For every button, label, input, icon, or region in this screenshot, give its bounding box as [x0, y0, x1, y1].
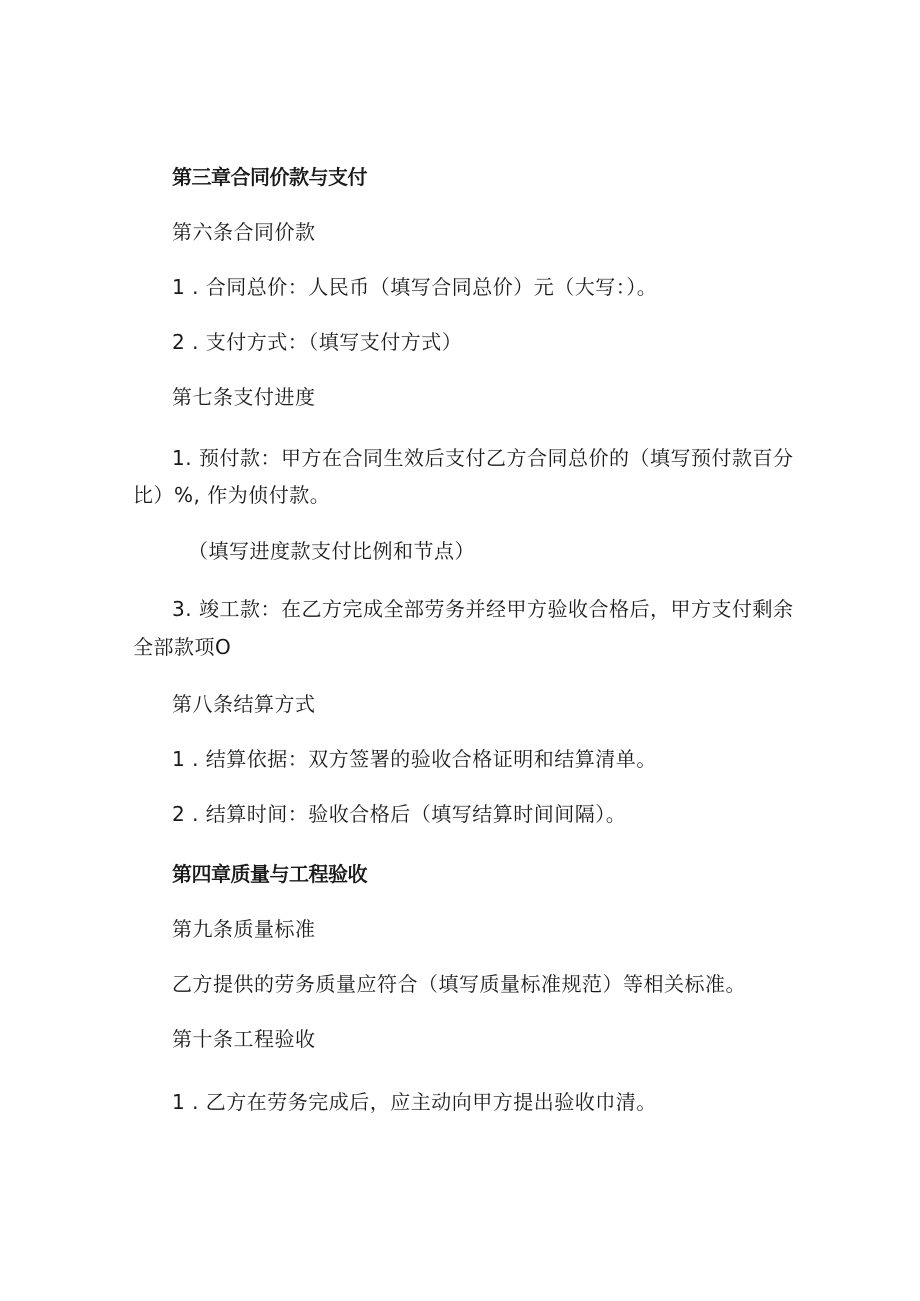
article-7-item-2: （填写进度款支付比例和节点）	[188, 539, 475, 563]
article-8-title: 第八条结算方式	[172, 692, 316, 716]
article-7-item-3-line-2: 全部款项O	[133, 635, 232, 659]
article-7-item-1-line-1: 1. 预付款：甲方在合同生效后支付乙方合同总价的（填写预付款百分	[172, 446, 794, 470]
article-8-item-2: 2 . 结算时间：验收合格后（填写结算时间间隔）。	[172, 802, 627, 826]
article-10-item-1: 1 . 乙方在劳务完成后，应主动向甲方提出验收巾清。	[172, 1090, 657, 1114]
article-6-item-1: 1 . 合同总价：人民币（填写合同总价）元（大写：）。	[172, 275, 658, 299]
article-9-body: 乙方提供的劳务质量应符合（填写质量标准规范）等相关标准。	[172, 972, 746, 996]
article-9-title: 第九条质量标准	[172, 917, 316, 941]
article-6-title: 第六条合同价款	[172, 220, 316, 244]
article-8-item-1: 1 . 结算依据：双方签署的验收合格证明和结算清单。	[172, 747, 657, 771]
article-7-item-1-line-2: 比）%, 作为侦付款。	[133, 483, 331, 507]
article-7-item-3-line-1: 3. 竣工款：在乙方完成全部劳务并经甲方验收合格后，甲方支付剩余	[172, 597, 794, 621]
article-6-item-2: 2 . 支付方式：（填写支付方式）	[172, 330, 463, 354]
chapter-3-heading: 第三章合同价款与支付	[172, 165, 367, 189]
article-10-title: 第十条工程验收	[172, 1027, 316, 1051]
article-7-title: 第七条支付进度	[172, 385, 316, 409]
chapter-4-heading: 第四章质量与工程验收	[172, 862, 367, 886]
